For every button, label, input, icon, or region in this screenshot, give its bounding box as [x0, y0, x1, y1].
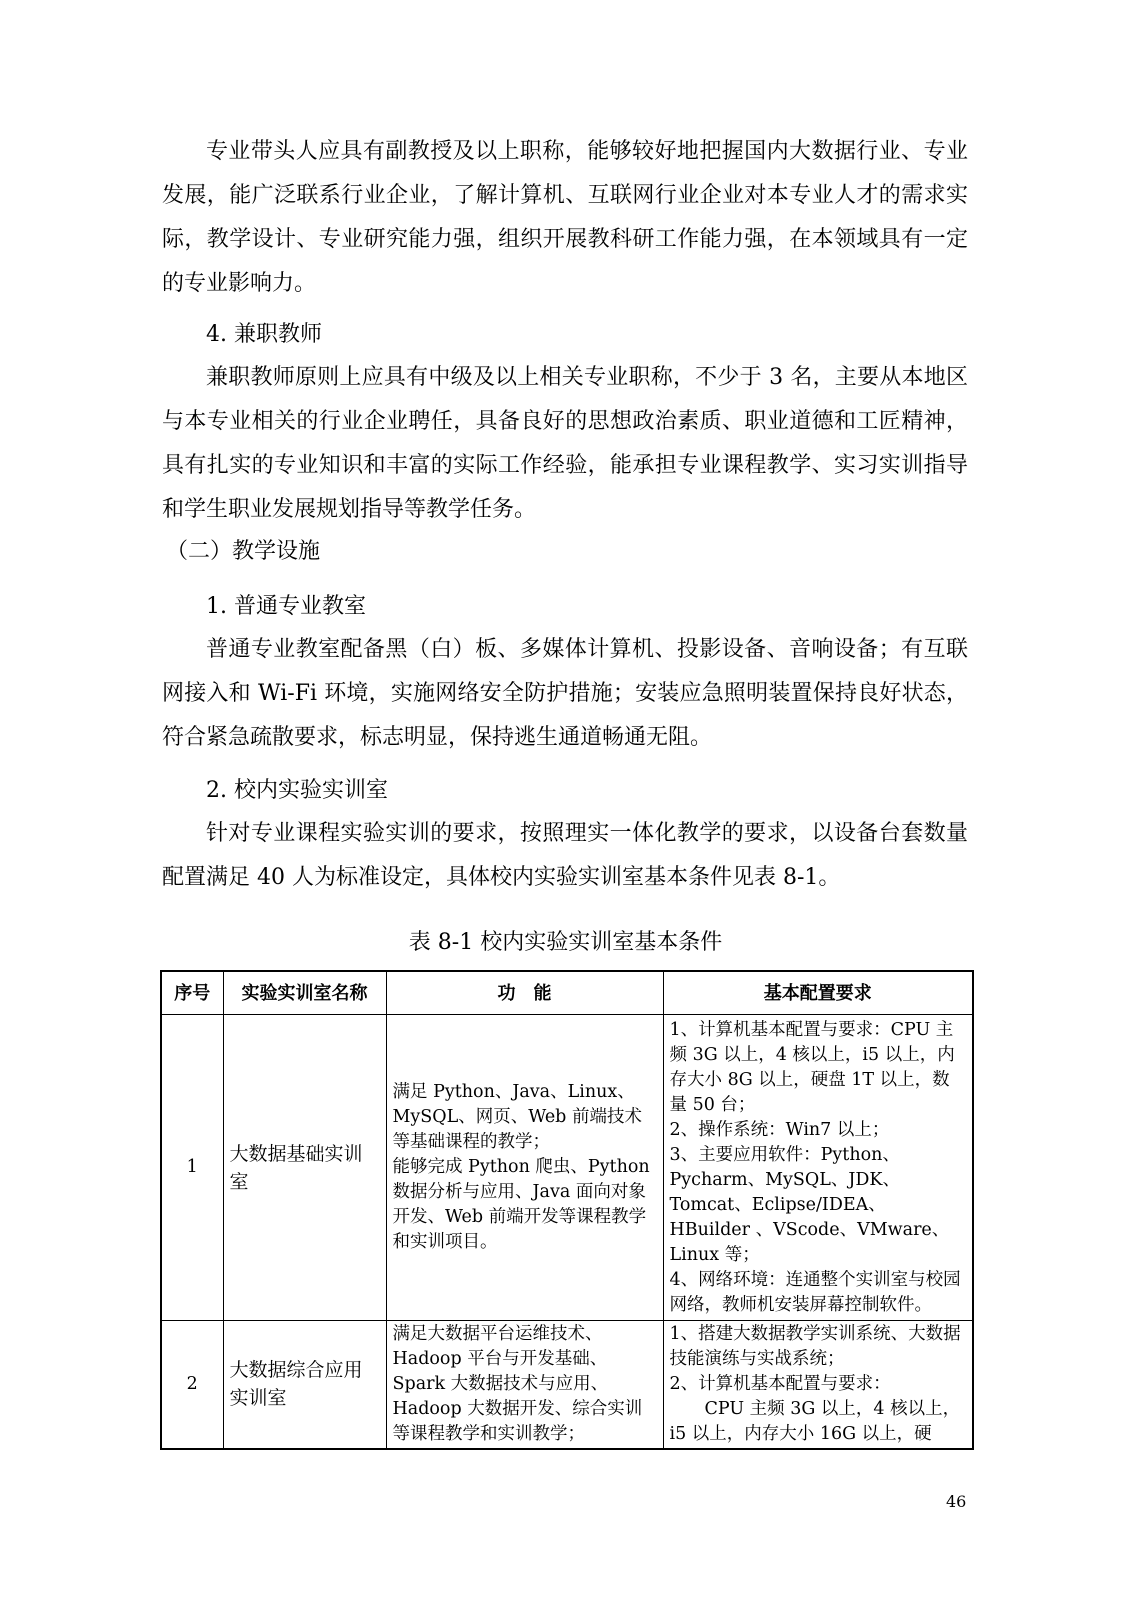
config-line: 2、计算机基本配置与要求： [669, 1373, 891, 1394]
cell-no: 2 [161, 1321, 223, 1449]
paragraph-labs: 针对专业课程实验实训的要求，按照理实一体化教学的要求，以设备台套数量配置满足 40 人为标准设定，具体校内实验实训室基本条件见表 8-1。 [162, 821, 968, 890]
paragraph-part-time-teachers: 兼职教师原则上应具有中级及以上相关专业职称，不少于 3 名，主要从本地区与本专业相关的行业企业聘任，具备良好的思想政治素质、职业道德和工匠精神，具有扎实的专业知识和丰富的实际工作经验，能承担专业课程教学、实习实训指导和学生职业发展规划指导等教学任务。 [162, 365, 968, 522]
heading-labs: 2. 校内实验实训室 [206, 778, 388, 803]
paragraph-lead-teacher: 专业带头人应具有副教授及以上职称，能够较好地把握国内大数据行业、专业发展，能广泛联系行业企业，了解计算机、互联网行业企业对本专业人才的需求实际，教学设计、专业研究能力强，组织开展教科研工作能力强，在本领域具有一定的专业影响力。 [162, 139, 968, 296]
function-line: 满足大数据平台运维技术、Hadoop 平台与开发基础、Spark 大数据技术与应用、Hadoop 大数据开发、综合实训等课程教学和实训教学； [392, 1323, 643, 1444]
page-number: 46 [946, 1492, 967, 1511]
cell-lab-name: 大数据基础实训室 [223, 1015, 386, 1321]
header-name: 实验实训室名称 [223, 971, 386, 1015]
header-function: 功 能 [386, 971, 663, 1015]
paragraph-classroom: 普通专业教室配备黑（白）板、多媒体计算机、投影设备、音响设备；有互联网接入和 Wi-Fi 环境，实施网络安全防护措施；安装应急照明装置保持良好状态，符合紧急疏散要求，标志明显，保持逃生通道畅通无阻。 [162, 637, 968, 750]
cell-config [663, 1015, 973, 1321]
config-line: 2、操作系统：Win7 以上； [669, 1119, 890, 1140]
cell-lab-name: 大数据综合应用实训室 [223, 1321, 386, 1449]
function-line: 满足 Python、Java、Linux、MySQL、网页、Web 前端技术等基础课程的教学； [392, 1082, 642, 1152]
config-line: CPU 主频 3G 以上，4 核以上，i5 以上，内存大小 16G 以上，硬 [669, 1398, 961, 1444]
table-row [161, 1321, 973, 1449]
config-line: 1、搭建大数据教学实训系统、大数据技能演练与实战系统； [669, 1323, 961, 1369]
table-header-row [161, 971, 973, 1015]
heading-teaching-facilities: （二）教学设施 [166, 539, 321, 564]
table-caption: 表 8-1 校内实验实训室基本条件 [408, 930, 723, 955]
cell-config [663, 1321, 973, 1449]
cell-function [386, 1015, 663, 1321]
table-row [161, 1015, 973, 1321]
heading-part-time-teachers: 4. 兼职教师 [206, 322, 322, 347]
labs-table [160, 970, 974, 1450]
config-line: 1、计算机基本配置与要求：CPU 主频 3G 以上，4 核以上，i5 以上，内存大小 8G 以上，硬盘 1T 以上，数量 50 台； [669, 1019, 955, 1115]
cell-function [386, 1321, 663, 1449]
heading-classroom: 1. 普通专业教室 [206, 594, 366, 619]
header-no: 序号 [161, 971, 223, 1015]
function-line: 能够完成 Python 爬虫、Python 数据分析与应用、Java 面向对象开发、Web 前端开发等课程教学和实训项目。 [392, 1157, 650, 1252]
header-config: 基本配置要求 [663, 971, 973, 1015]
config-line: 3、主要应用软件：Python、Pycharm、MySQL、JDK、Tomcat、Eclipse/IDEA、HBuilder 、VScode、VMware、Linux 等； [669, 1144, 950, 1265]
cell-no: 1 [161, 1015, 223, 1321]
config-line: 4、网络环境：连通整个实训室与校园网络，教师机安装屏幕控制软件。 [669, 1269, 961, 1315]
